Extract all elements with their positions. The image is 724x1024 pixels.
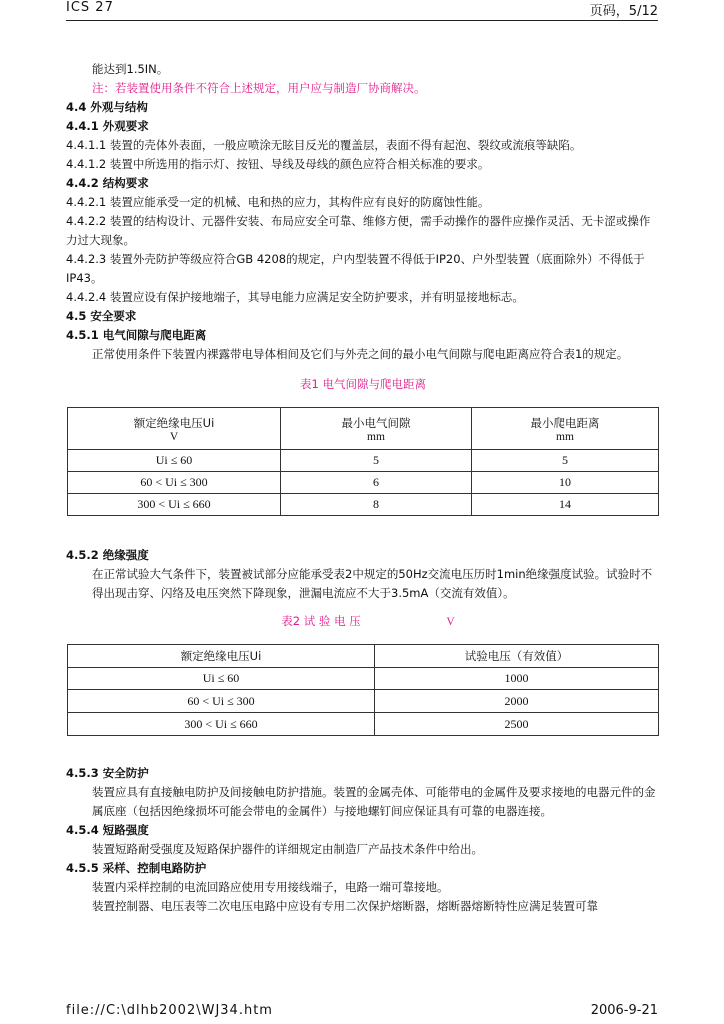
clause: 4.4.2.2 装置的结构设计、元器件安装、布局应安全可靠、维修方便，需手动操作的器件应操作灵活、无卡涩或操作力过大现象。 [66,214,651,247]
subsection-heading: 4.5.4 短路强度 [66,823,149,837]
header-unit: mm [556,430,574,443]
footer-file-path: file://C:\dlhb2002\WJ34.htm [66,1003,273,1018]
header-label: 最小电气间隙 [341,415,411,430]
table1-header-cell [472,408,659,450]
subsection-heading: 4.5.3 安全防护 [66,766,149,780]
note-line: 注：若装置使用条件不符合上述规定，用户应与制造厂协商解决。 [92,81,426,95]
text-line: 能达到1.5IN。 [92,62,169,76]
header-left: ICS 27 [66,0,114,15]
clause: 4.4.2.4 装置应设有保护接地端子，其导电能力应满足安全防护要求，并有明显接地标志。 [66,290,524,304]
table-cell: 8 [281,494,472,516]
table2-header-cell: 额定绝缘电压Ui [68,645,375,668]
subsection-heading: 4.5.2 绝缘强度 [66,548,149,562]
header-rule [66,20,658,21]
table2-unit: V [446,616,455,628]
paragraph: 在正常试验大气条件下，装置被试部分应能承受表2中规定的50Hz交流电压历时1min绝缘强度试验。试验时不得出现击穿、闪络及电压突然下降现象，泄漏电流应不大于3.5mA（交流有效值）。 [92,567,653,600]
table1-caption: 表1 电气间隙与爬电距离 [300,377,426,391]
table1-header-row [68,408,659,450]
footer-date: 2006-9-21 [590,1003,658,1018]
header-label: 最小爬电距离 [530,415,600,430]
table2-caption: 表2 试 验 电 压 [281,614,361,628]
table-cell: 5 [281,450,472,472]
header-unit: V [169,430,179,443]
header-page-number: 页码，5/12 [589,4,658,19]
table-cell: Ui ≤ 60 [68,450,281,472]
table-cell: 10 [472,472,659,494]
table-cell: 60 < Ui ≤ 300 [68,472,281,494]
subsection-heading: 4.5.5 采样、控制电路防护 [66,861,207,875]
table2-header-row [68,645,659,668]
subsection-heading: 4.5.1 电气间隙与爬电距离 [66,328,207,342]
table-cell: 300 < Ui ≤ 660 [68,713,375,736]
table-cell: 14 [472,494,659,516]
paragraph: 装置短路耐受强度及短路保护器件的详细规定由制造厂产品技术条件中给出。 [92,842,483,856]
table-row [68,450,659,472]
table1 [67,407,659,516]
document-body [66,60,660,916]
table-cell: 2000 [375,690,659,713]
table2-caption-row [66,612,660,632]
table-cell: 300 < Ui ≤ 660 [68,494,281,516]
paragraph: 装置内采样控制的电流回路应使用专用接线端子，电路一端可靠接地。 [92,880,449,894]
table1-header-cell [68,408,281,450]
table-row [68,668,659,690]
subsection-heading: 4.4.2 结构要求 [66,176,149,190]
table-cell: Ui ≤ 60 [68,668,375,690]
clause: 4.4.1.2 装置中所选用的指示灯、按钮、导线及母线的颜色应符合相关标准的要求。 [66,157,490,171]
table2-header-cell: 试验电压（有效值） [375,645,659,668]
table-cell: 1000 [375,668,659,690]
paragraph: 正常使用条件下装置内裸露带电导体相间及它们与外壳之间的最小电气间隙与爬电距离应符合表1的规定。 [92,347,629,361]
table1-header-cell [281,408,472,450]
table-row [68,472,659,494]
subsection-heading: 4.4.1 外观要求 [66,119,149,133]
table2 [67,644,659,736]
table-cell: 60 < Ui ≤ 300 [68,690,375,713]
table-cell: 2500 [375,713,659,736]
paragraph: 装置应具有直接触电防护及间接触电防护措施。装置的金属壳体、可能带电的金属件及要求接地的电器元件的金属底座（包括因绝缘损坏可能会带电的金属件）与接地螺钉间应保证具有可靠的电器连接。 [92,785,656,818]
table-cell: 5 [472,450,659,472]
table-row [68,690,659,713]
paragraph: 装置控制器、电压表等二次电压电路中应设有专用二次保护熔断器，熔断器熔断特性应满足装置可靠 [92,899,598,913]
clause: 4.4.2.1 装置应能承受一定的机械、电和热的应力，其构件应有良好的防腐蚀性能。 [66,195,490,209]
clause: 4.4.2.3 装置外壳防护等级应符合GB 4208的规定，户内型装置不得低于IP20、户外型装置（底面除外）不得低于IP43。 [66,252,645,285]
header-label: 额定绝缘电压Ui [133,415,215,430]
table-row [68,713,659,736]
section-heading: 4.5 安全要求 [66,309,137,323]
clause: 4.4.1.1 装置的壳体外表面，一般应喷涂无眩目反光的覆盖层，表面不得有起泡、裂纹或流痕等缺陷。 [66,138,582,152]
table-cell: 6 [281,472,472,494]
section-heading: 4.4 外观与结构 [66,100,148,114]
table-row [68,494,659,516]
header-unit: mm [367,430,385,443]
